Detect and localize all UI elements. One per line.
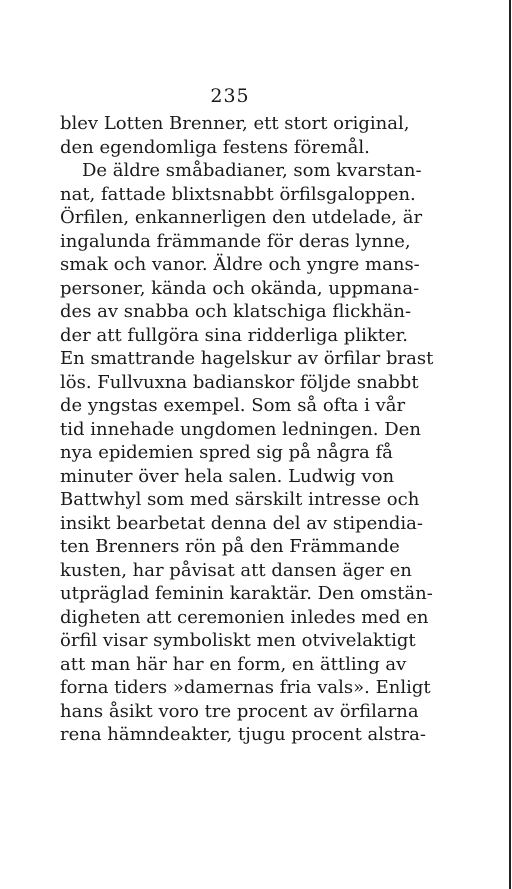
- text-line: De äldre småbadianer, som kvarstan-: [82, 160, 422, 181]
- text-line: den egendomliga festens föremål.: [60, 136, 370, 158]
- text-line: hans åsikt voro tre procent av örfilarna: [60, 700, 419, 722]
- text-line: minuter över hela salen. Ludwig von: [60, 465, 395, 487]
- text-line: kusten, har påvisat att dansen äger en: [60, 559, 412, 581]
- text-line: Battwhyl som med särskilt intresse och: [60, 489, 420, 510]
- text-line: nat, fattade blixtsnabbt örfilsgaloppen.: [60, 183, 416, 205]
- text-line: der att fullgöra sina ridderliga plikter.: [60, 324, 408, 346]
- text-line: nya epidemien spred sig på några få: [60, 442, 393, 463]
- text-line: En smattrande hagelskur av örfilar brast: [60, 348, 434, 369]
- text-line: smak och vanor. Äldre och yngre mans-: [60, 254, 420, 275]
- text-line: de yngstas exempel. Som så ofta i vår: [60, 395, 406, 416]
- body-text: [60, 112, 434, 747]
- text-line: rena hämndeakter, tjugu procent alstra-: [60, 724, 426, 745]
- text-line: örfil visar symboliskt men otvivelaktigt: [60, 630, 416, 651]
- text-line: utpräglad feminin karaktär. Den omstän-: [60, 583, 433, 604]
- text-line: tid innehade ungdomen ledningen. Den: [60, 418, 421, 440]
- text-line: ingalunda främmande för deras lynne,: [60, 230, 411, 252]
- text-line: forna tiders »damernas fria vals». Enligt: [60, 677, 431, 698]
- text-line: ten Brenners rön på den Främmande: [60, 536, 400, 557]
- text-line: des av snabba och klatschiga flickhän-: [60, 301, 412, 322]
- text-line: Örfilen, enkannerligen den utdelade, är: [60, 207, 423, 228]
- text-line: personer, kända och okända, uppmana-: [60, 277, 420, 299]
- text-line: lös. Fullvuxna badianskor följde snabbt: [60, 371, 419, 393]
- text-line: insikt bearbetat denna del av stipendia-: [60, 512, 423, 534]
- text-line: att man här har en form, en ättling av: [60, 653, 407, 675]
- text-line: digheten att ceremonien inledes med en: [60, 606, 429, 628]
- page-edge-rule: [509, 0, 511, 889]
- text-line: blev Lotten Brenner, ett stort original,: [60, 113, 410, 134]
- page-number: 235: [210, 85, 250, 107]
